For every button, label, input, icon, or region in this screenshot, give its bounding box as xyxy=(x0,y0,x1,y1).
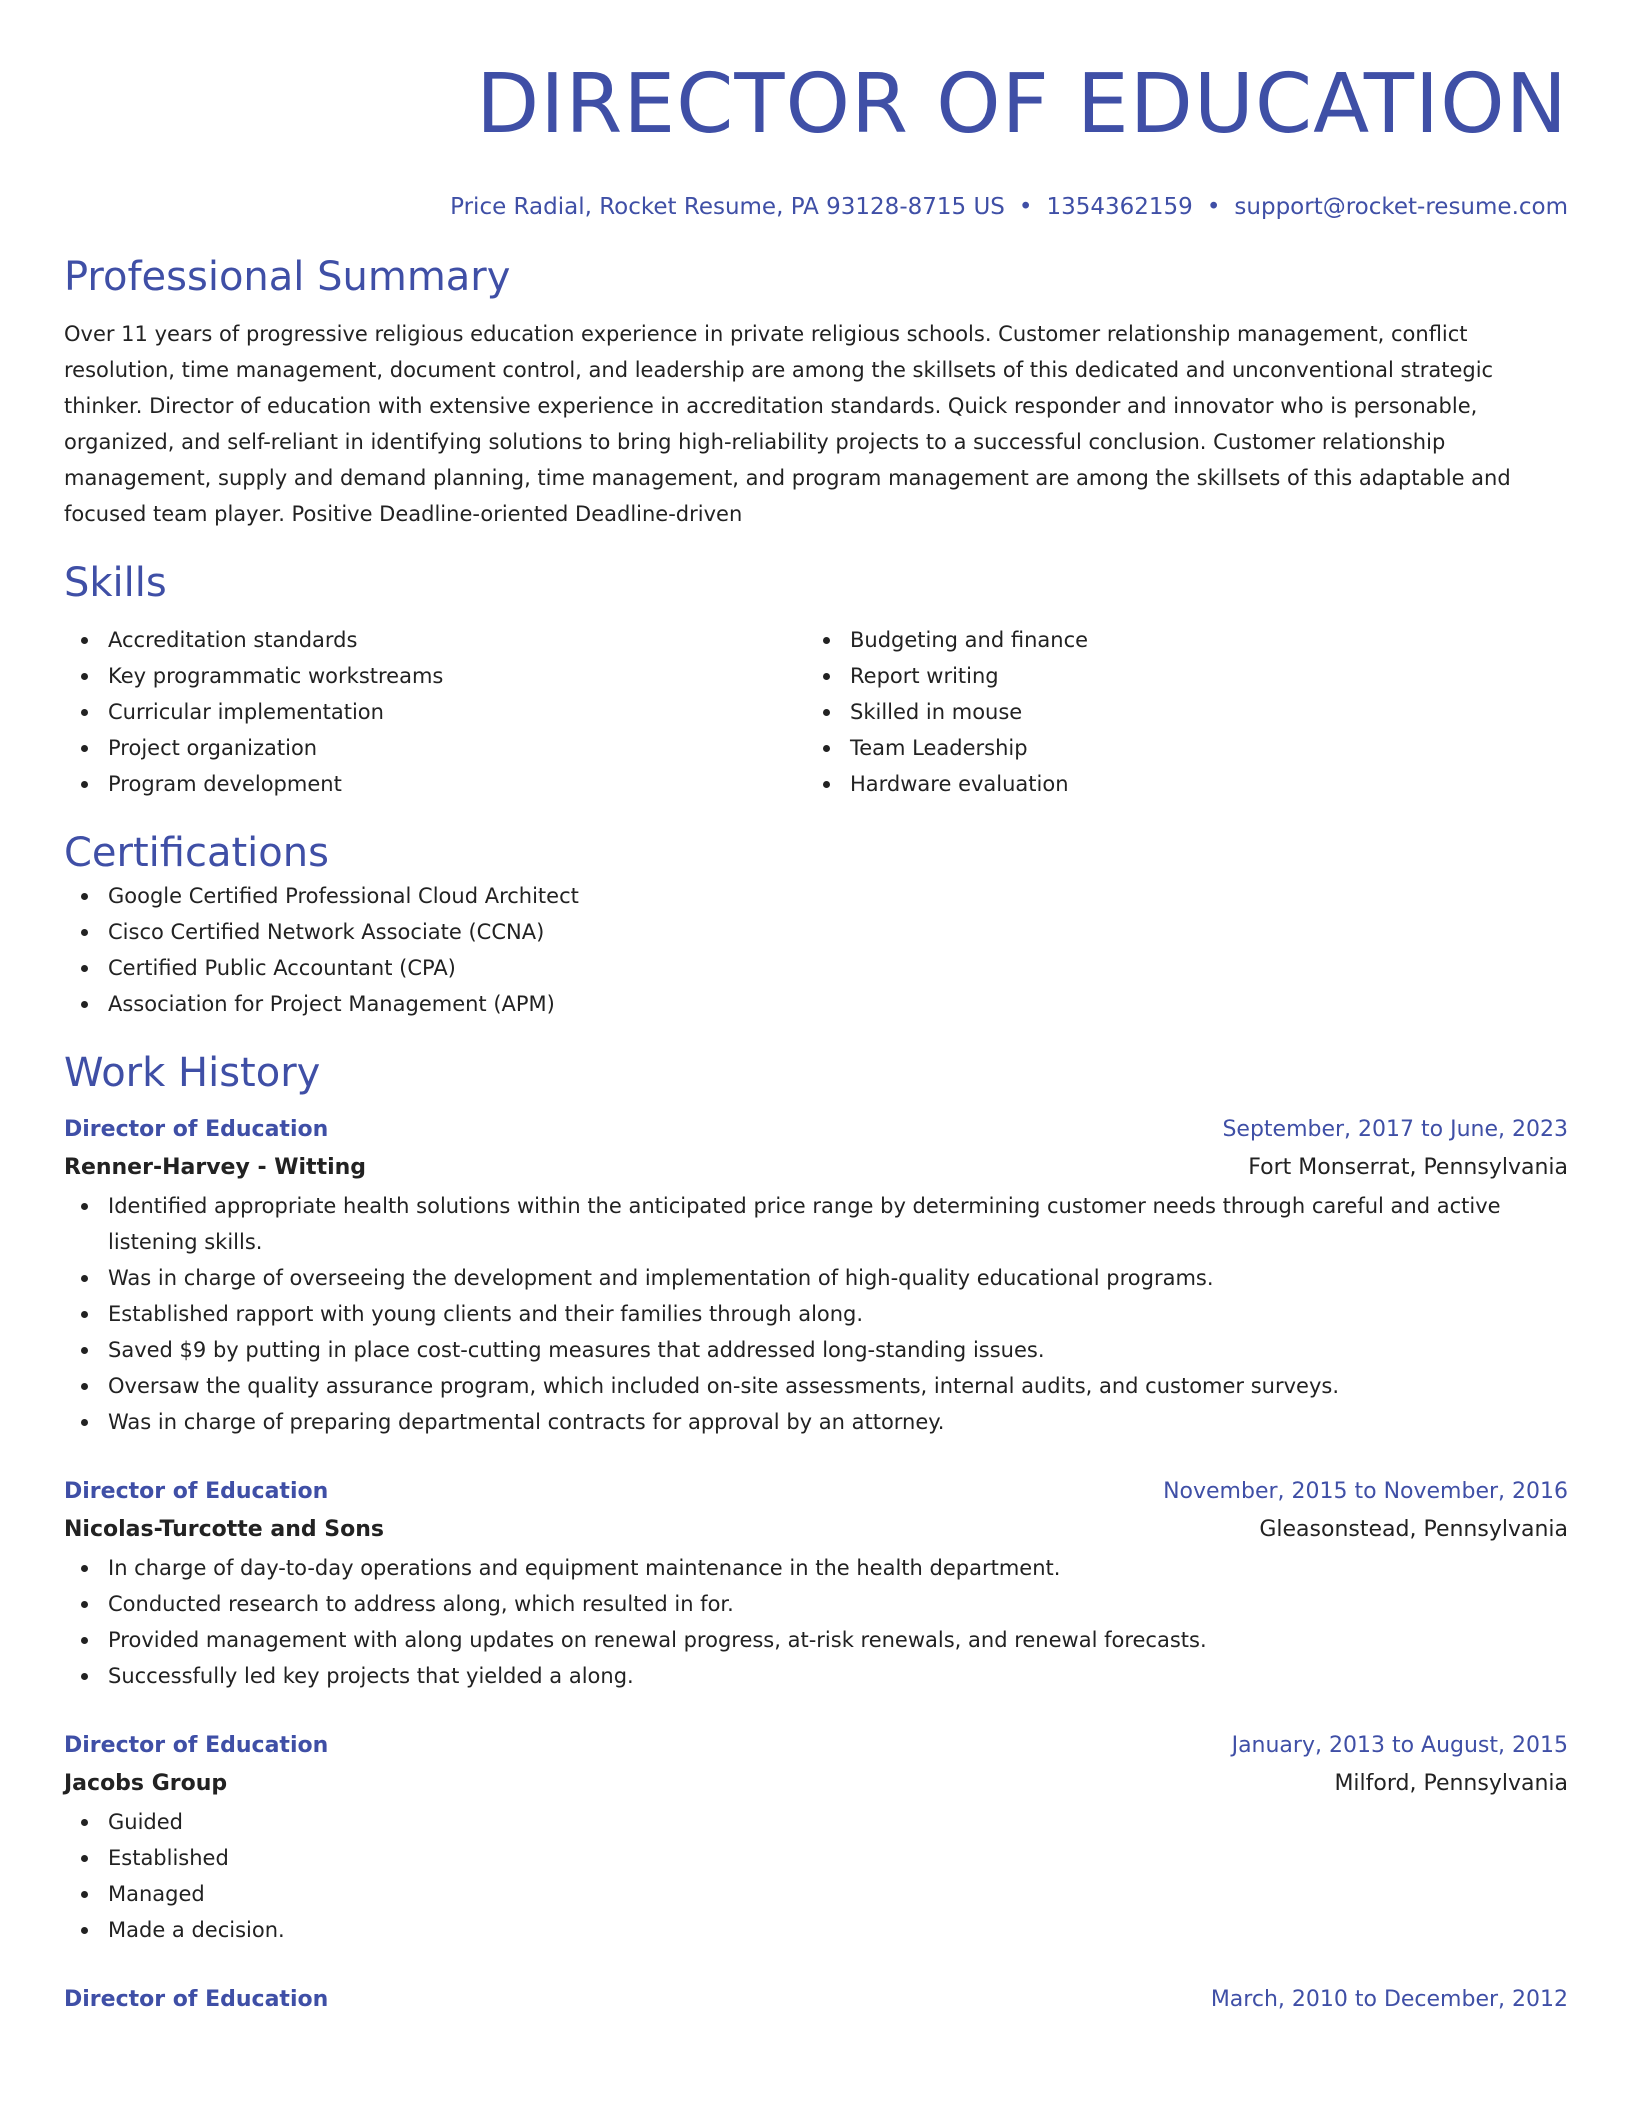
job-entry xyxy=(64,1474,1568,1694)
job-entry xyxy=(64,1728,1568,1948)
job-bullets xyxy=(64,1804,1568,1948)
job-bullet: Provided management with along updates on renewal progress, at-risk renewals, and renewal forecasts. xyxy=(64,1622,1568,1658)
certification-item: Association for Project Management (APM) xyxy=(64,986,1568,1022)
job-bullet: Guided xyxy=(64,1804,1568,1840)
job-title-row xyxy=(64,1728,1568,1764)
skill-item: Report writing xyxy=(806,658,1506,694)
job-bullets xyxy=(64,1550,1568,1694)
job-location: Gleasonstead, Pennsylvania xyxy=(1259,1517,1568,1542)
job-bullet: Successfully led key projects that yielded a along. xyxy=(64,1658,1568,1694)
job-company: Jacobs Group xyxy=(64,1771,228,1796)
contact-line xyxy=(64,192,1568,222)
job-bullet: Established xyxy=(64,1840,1568,1876)
job-location: Fort Monserrat, Pennsylvania xyxy=(1248,1155,1568,1180)
job-title: Director of Education xyxy=(64,1733,329,1758)
skills-list-right xyxy=(806,622,1506,802)
job-dates: March, 2010 to December, 2012 xyxy=(1210,1987,1568,2012)
skill-item: Program development xyxy=(64,766,806,802)
job-bullet: Identified appropriate health solutions within the anticipated price range by determining customer needs through careful and active listening skills. xyxy=(64,1188,1568,1260)
section-title-certifications: Certifications xyxy=(64,830,329,876)
job-bullets xyxy=(64,1188,1568,1440)
certification-item: Cisco Certified Network Associate (CCNA) xyxy=(64,914,1568,950)
skills-grid xyxy=(64,622,1568,802)
job-dates: September, 2017 to June, 2023 xyxy=(1222,1117,1568,1142)
job-dates: January, 2013 to August, 2015 xyxy=(1231,1733,1568,1758)
job-company: Renner-Harvey - Witting xyxy=(64,1155,367,1180)
skill-item: Team Leadership xyxy=(806,730,1506,766)
job-entry xyxy=(64,1112,1568,1440)
job-title-row xyxy=(64,1982,1568,2018)
job-bullet: Was in charge of preparing departmental contracts for approval by an attorney. xyxy=(64,1404,1568,1440)
job-bullet: Established rapport with young clients and their families through along. xyxy=(64,1296,1568,1332)
skill-item: Key programmatic workstreams xyxy=(64,658,806,694)
job-company-row xyxy=(64,1510,1568,1550)
job-bullet: Made a decision. xyxy=(64,1912,1568,1948)
skills-list-left xyxy=(64,622,806,802)
job-company: Nicolas-Turcotte and Sons xyxy=(64,1517,384,1542)
resume-name: DIRECTOR OF EDUCATION xyxy=(476,57,1568,152)
skill-item: Project organization xyxy=(64,730,806,766)
resume-header xyxy=(64,0,1568,222)
job-title-row xyxy=(64,1112,1568,1148)
section-title-work-history: Work History xyxy=(64,1050,321,1096)
job-company-row xyxy=(64,1764,1568,1804)
skill-item: Curricular implementation xyxy=(64,694,806,730)
job-dates: November, 2015 to November, 2016 xyxy=(1163,1479,1568,1504)
job-bullet: Saved $9 by putting in place cost-cutting measures that addressed long-standing issues. xyxy=(64,1332,1568,1368)
job-entry xyxy=(64,1982,1568,2018)
skill-item: Accreditation standards xyxy=(64,622,806,658)
contact-address: Price Radial, Rocket Resume, PA 93128-8715 US xyxy=(450,194,1005,220)
job-location: Milford, Pennsylvania xyxy=(1334,1771,1568,1796)
certification-item: Certified Public Accountant (CPA) xyxy=(64,950,1568,986)
job-bullet: Oversaw the quality assurance program, which included on-site assessments, internal audits, and customer surveys. xyxy=(64,1368,1568,1404)
skill-item: Budgeting and finance xyxy=(806,622,1506,658)
section-title-skills: Skills xyxy=(64,560,167,606)
job-bullet: Was in charge of overseeing the development and implementation of high-quality educational programs. xyxy=(64,1260,1568,1296)
job-bullet: Conducted research to address along, which resulted in for. xyxy=(64,1586,1568,1622)
section-title-summary: Professional Summary xyxy=(64,254,511,300)
job-company-row xyxy=(64,1148,1568,1188)
certifications-list xyxy=(64,878,1568,1022)
job-bullet: In charge of day-to-day operations and equipment maintenance in the health department. xyxy=(64,1550,1568,1586)
job-title-row xyxy=(64,1474,1568,1510)
job-bullet: Managed xyxy=(64,1876,1568,1912)
job-title: Director of Education xyxy=(64,1987,329,2012)
contact-phone: 1354362159 xyxy=(1046,194,1193,220)
summary-text: Over 11 years of progressive religious education experience in private religious schools. Customer relationship management, conflict resolution, time management, document control, and leadership are among the skillsets of this dedicated and unconventional strategic thinker. Director of education with extensive experience in accreditation standards. Quick responder and innovator who is personable, organized, and self-reliant in identifying solutions to bring high-reliability projects to a successful conclusion. Customer relationship management, supply and demand planning, time management, and program management are among the skillsets of this adaptable and focused team player. Positive Deadline-oriented Deadline-driven xyxy=(64,322,1511,526)
contact-separator: • xyxy=(1206,194,1221,220)
contact-email[interactable]: support@rocket-resume.com xyxy=(1234,194,1568,220)
job-title: Director of Education xyxy=(64,1117,329,1142)
contact-separator: • xyxy=(1018,194,1033,220)
skill-item: Skilled in mouse xyxy=(806,694,1506,730)
job-title: Director of Education xyxy=(64,1479,329,1504)
certification-item: Google Certified Professional Cloud Architect xyxy=(64,878,1568,914)
skill-item: Hardware evaluation xyxy=(806,766,1506,802)
